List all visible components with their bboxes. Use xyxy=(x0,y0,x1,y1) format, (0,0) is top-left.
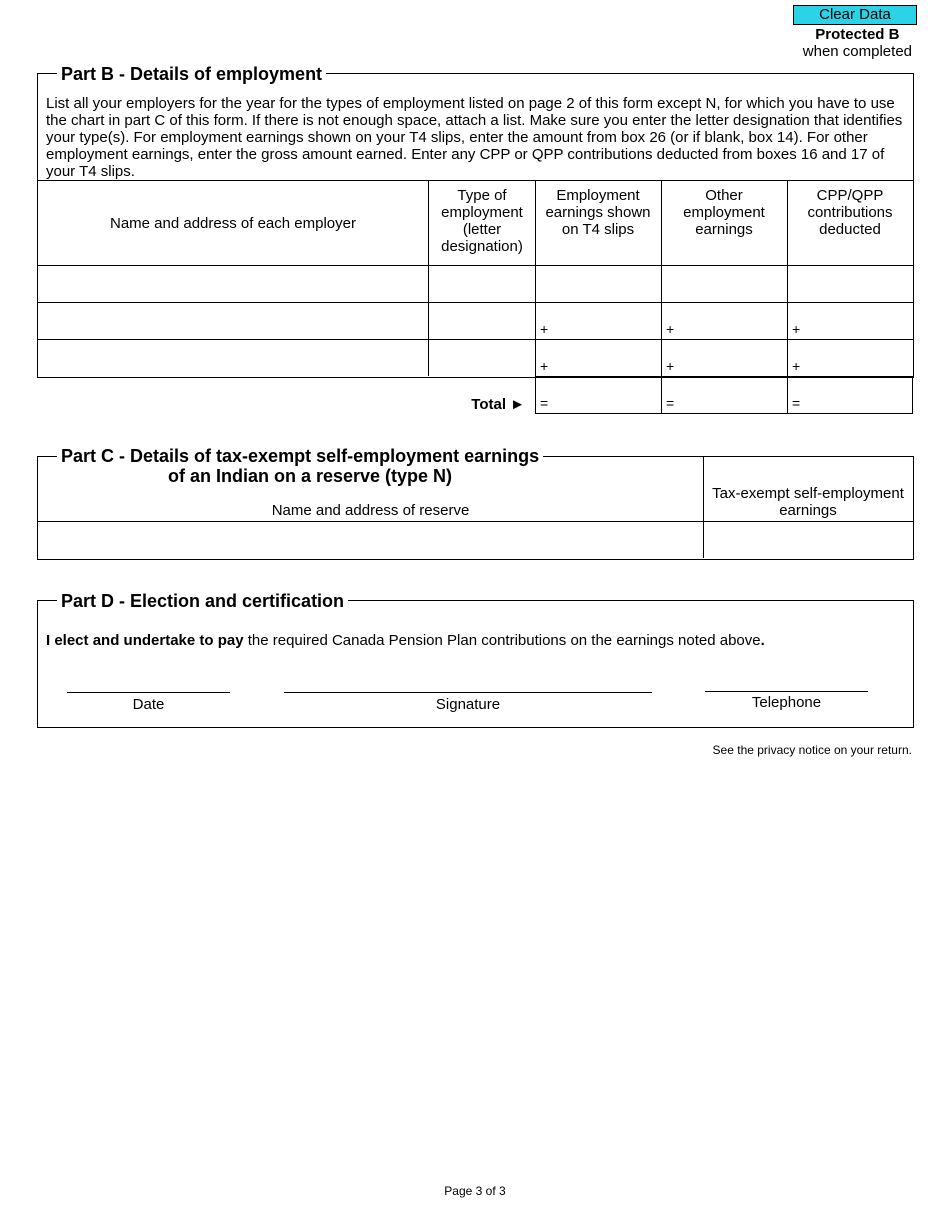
other-earnings-input[interactable] xyxy=(662,266,787,302)
signature-input[interactable] xyxy=(284,670,652,692)
part-d-title: Part D - Election and certification xyxy=(57,591,348,611)
plus-sign: + xyxy=(666,358,675,374)
protected-title: Protected B xyxy=(815,26,900,43)
total-row xyxy=(536,377,912,413)
equals-sign: = xyxy=(540,395,549,411)
cpp-deducted-input[interactable] xyxy=(788,303,912,339)
total-other-earnings-input[interactable] xyxy=(662,377,787,413)
election-statement-text: the required Canada Pension Plan contributions on the earnings noted above xyxy=(243,632,761,649)
date-line xyxy=(67,692,230,693)
part-c-title xyxy=(57,446,543,466)
table-row xyxy=(38,303,913,339)
protected-b-label xyxy=(803,26,912,60)
date-input[interactable] xyxy=(67,670,230,692)
employer-name-input[interactable] xyxy=(38,266,428,302)
cpp-deducted-input[interactable] xyxy=(788,340,912,376)
election-statement-period: . xyxy=(760,632,765,649)
employment-type-input[interactable] xyxy=(429,340,535,376)
col-other-earnings: Other employment earnings xyxy=(683,187,765,238)
employment-type-input[interactable] xyxy=(429,266,535,302)
employer-name-input[interactable] xyxy=(38,340,428,376)
part-b-title: Part B - Details of employment xyxy=(57,64,326,84)
tax-exempt-earnings-input[interactable] xyxy=(704,522,912,557)
election-statement xyxy=(46,632,765,649)
part-b-total-bottom xyxy=(535,413,913,414)
table-row xyxy=(38,340,913,376)
table-row xyxy=(38,266,913,302)
col-reserve-name: Name and address of reserve xyxy=(271,502,470,519)
t4-earnings-input[interactable] xyxy=(536,303,661,339)
part-c-title-line2: of an Indian on a reserve (type N) xyxy=(167,466,453,486)
col-employer-name: Name and address of each employer xyxy=(110,214,356,232)
reserve-name-input[interactable] xyxy=(38,522,703,557)
clear-data-button[interactable]: Clear Data xyxy=(793,5,917,25)
col-tax-exempt-earnings: Tax-exempt self-employment earnings xyxy=(712,485,904,519)
col-t4-earnings: Employment earnings shown on T4 slips xyxy=(545,187,651,238)
t4-earnings-input[interactable] xyxy=(536,266,661,302)
plus-sign: + xyxy=(792,321,801,337)
telephone-line xyxy=(705,691,868,692)
signature-line xyxy=(284,692,652,693)
plus-sign: + xyxy=(666,321,675,337)
election-statement-bold: I elect and undertake to pay xyxy=(46,632,244,649)
equals-sign: = xyxy=(666,395,675,411)
employer-name-input[interactable] xyxy=(38,303,428,339)
protected-subtitle: when completed xyxy=(802,43,912,60)
other-earnings-input[interactable] xyxy=(662,303,787,339)
total-cpp-deducted-input[interactable] xyxy=(788,377,912,413)
t4-earnings-input[interactable] xyxy=(536,340,661,376)
total-t4-earnings-input[interactable] xyxy=(536,377,661,413)
employment-type-input[interactable] xyxy=(429,303,535,339)
privacy-notice: See the privacy notice on your return. xyxy=(712,743,912,757)
part-b-intro: List all your employers for the year for the types of employment listed on page 2 of this form except N, for which you have to use the chart in part C of this form. If there is not enough space, attach a list. Make sure you enter the letter designation that identifies your type(s). For employment earnings shown on your T4 slips, enter the amount from box 26 (or if blank, box 14). For other employment earnings, enter the gross amount earned. Enter any CPP or QPP contributions deducted from boxes 16 and 17 of your T4 slips. xyxy=(46,95,903,180)
other-earnings-input[interactable] xyxy=(662,340,787,376)
date-label: Date xyxy=(132,696,165,713)
col-cpp-deducted: CPP/QPP contributions deducted xyxy=(807,187,893,238)
telephone-label: Telephone xyxy=(751,694,822,711)
equals-sign: = xyxy=(792,395,801,411)
plus-sign: + xyxy=(540,358,549,374)
cpp-deducted-input[interactable] xyxy=(788,266,912,302)
col-employment-type: Type of employment (letter designation) xyxy=(441,187,523,255)
plus-sign: + xyxy=(792,358,801,374)
telephone-input[interactable] xyxy=(705,669,868,691)
part-b-total-right xyxy=(912,376,913,414)
part-c-title-line1: Part C - Details of tax-exempt self-employment earnings xyxy=(61,446,540,466)
plus-sign: + xyxy=(540,321,549,337)
page-number: Page 3 of 3 xyxy=(444,1184,506,1198)
signature-label: Signature xyxy=(435,696,501,713)
total-label: Total ► xyxy=(471,396,525,413)
